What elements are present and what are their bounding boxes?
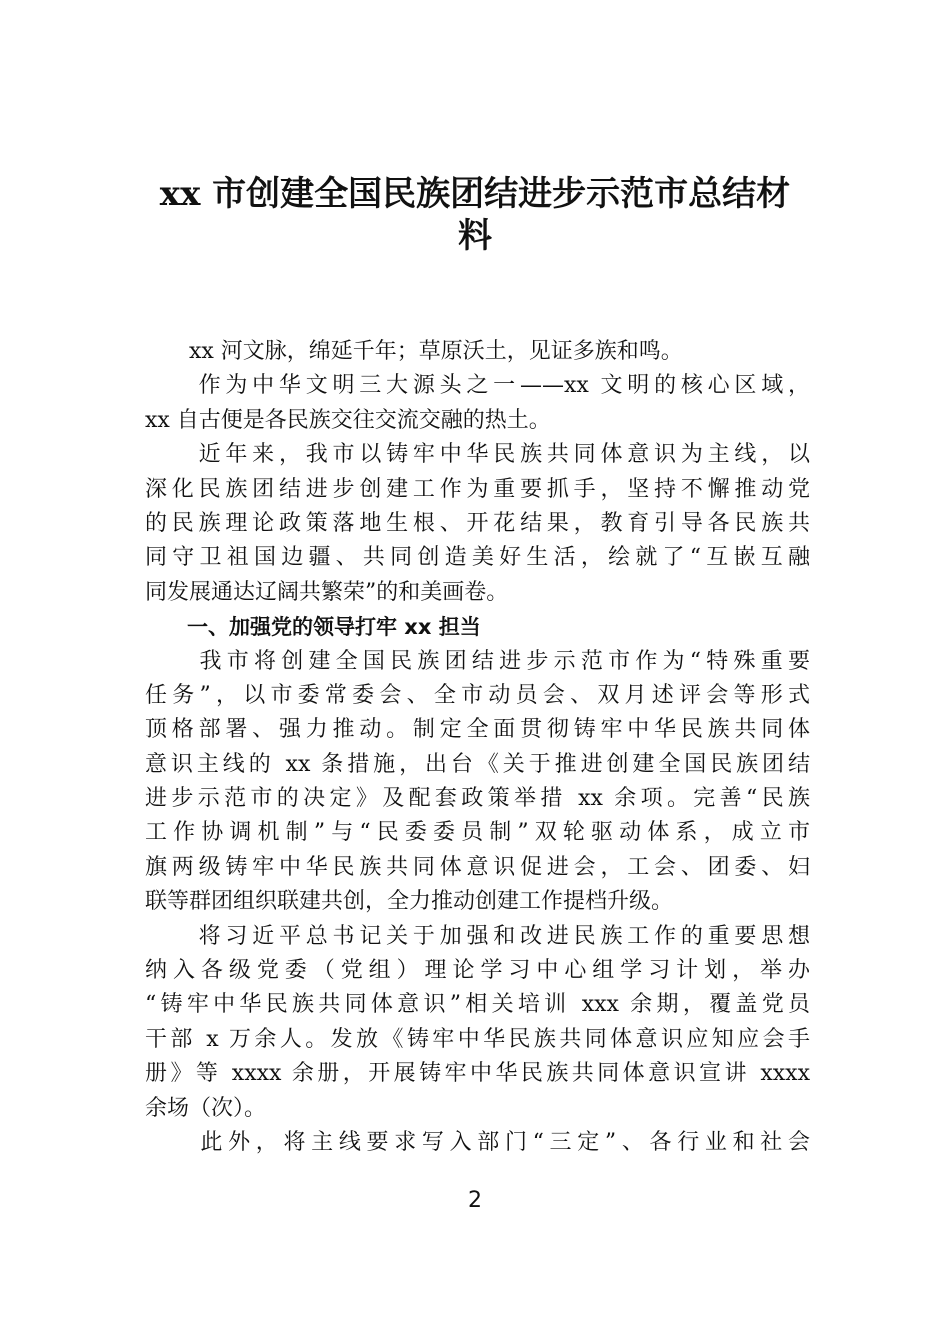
body-line: 近年来，我市以铸牢中华民族共同体意识为主线，以 <box>145 442 810 468</box>
body-line: 余场（次）。 <box>145 1095 267 1121</box>
body-line: 干部 x 万余人。发放《铸牢中华民族共同体意识应知应会手 <box>145 1026 810 1052</box>
body-line: 任务”，以市委常委会、全市动员会、双月述评会等形式 <box>145 682 810 708</box>
body-line: 进步示范市的决定》及配套政策举措 xx 余项。完善“民族 <box>145 786 810 812</box>
body-line: 顶格部署、强力推动。制定全面贯彻铸牢中华民族共同体 <box>145 717 810 743</box>
body-line: 意识主线的 xx 条措施，出台《关于推进创建全国民族团结 <box>145 751 810 777</box>
body-line: 联等群团组织联建共创，全力推动创建工作提档升级。 <box>145 889 674 915</box>
body-line: 工作协调机制”与“民委委员制”双轮驱动体系，成立市 <box>145 820 810 846</box>
section-heading: 一、加强党的领导打牢 xx 担当 <box>145 615 481 640</box>
body-line: xx 自古便是各民族交往交流交融的热土。 <box>145 407 551 433</box>
body-line: xx 河文脉，绵延千年；草原沃土，见证多族和鸣。 <box>145 339 683 364</box>
body-line: 册》等 xxxx 余册，开展铸牢中华民族共同体意识宣讲 xxxx <box>145 1061 810 1087</box>
body-line: 我市将创建全国民族团结进步示范市作为“特殊重要 <box>145 648 810 674</box>
body-line: 作为中华文明三大源头之一——xx 文明的核心区域， <box>145 373 810 399</box>
body-line: 深化民族团结进步创建工作为重要抓手，坚持不懈推动党 <box>145 476 810 502</box>
body-line: 同发展通达辽阔共繁荣”的和美画卷。 <box>145 579 509 605</box>
document-title: xx 市创建全国民族团结进步示范市总结材 <box>159 174 791 214</box>
document-body <box>145 335 810 1160</box>
body-line: 同守卫祖国边疆、共同创造美好生活，绘就了“互嵌互融 <box>145 545 810 571</box>
document-title-continued: 料 <box>458 216 492 256</box>
body-line: 此外，将主线要求写入部门“三定”、各行业和社会 <box>145 1129 810 1155</box>
body-line: 将习近平总书记关于加强和改进民族工作的重要思想 <box>145 923 810 949</box>
body-line: 纳入各级党委（党组）理论学习中心组学习计划，举办 <box>145 958 810 984</box>
page-number: 2 <box>468 1188 482 1213</box>
body-line: 的民族理论政策落地生根、开花结果，教育引导各民族共 <box>145 510 810 536</box>
body-line: 旗两级铸牢中华民族共同体意识促进会，工会、团委、妇 <box>145 854 810 880</box>
body-line: “铸牢中华民族共同体意识”相关培训 xxx 余期，覆盖党员 <box>145 992 810 1018</box>
